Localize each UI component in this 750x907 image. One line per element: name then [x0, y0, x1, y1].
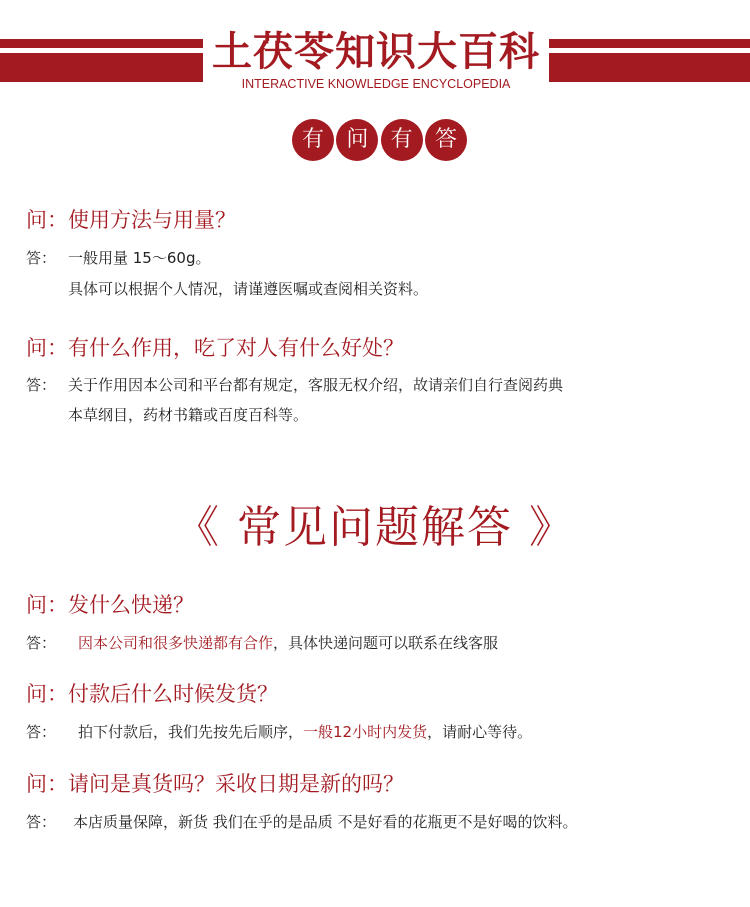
qa-badge [292, 119, 467, 163]
header-bar-left-thin [0, 39, 203, 48]
answer-highlight: 一般12小时内发货 [303, 723, 428, 741]
answer-text: 一般用量 15～60g。 [68, 249, 211, 267]
header-bar-left-thick [0, 53, 203, 82]
answer-text-end: ，请耐心等待。 [427, 723, 533, 741]
question-shipping: 问：发什么快递？ [26, 593, 194, 617]
header-bar-right-thin [549, 39, 750, 48]
answer-authenticity [26, 812, 578, 832]
answer-text: 本店质量保障，新货 我们在乎的是品质 不是好看的花瓶更不是好喝的饮料。 [73, 813, 578, 831]
answer-prefix: 答： [26, 723, 57, 741]
badge-circle: 有 [381, 119, 423, 161]
answer-effects-cont: 本草纲目，药材书籍或百度百科等。 [68, 406, 309, 424]
answer-prefix: 答： [26, 249, 57, 267]
answer-text: 拍下付款后，我们先按先后顺序， [78, 723, 304, 741]
answer-text: 关于作用因本公司和平台都有规定，客服无权介绍，故请亲们自行查阅药典 [68, 376, 564, 394]
question-usage: 问：使用方法与用量？ [26, 208, 236, 232]
answer-prefix: 答： [26, 813, 57, 831]
faq-title: 《 常见问题解答 》 [175, 502, 575, 553]
badge-circle: 有 [292, 119, 334, 161]
badge-circle: 答 [425, 119, 467, 161]
question-dispatch: 问：付款后什么时候发货？ [26, 682, 278, 706]
answer-usage-cont: 具体可以根据个人情况，请谨遵医嘱或查阅相关资料。 [68, 280, 429, 298]
question-effects: 问：有什么作用，吃了对人有什么好处？ [26, 336, 404, 360]
answer-prefix: 答： [26, 376, 57, 394]
answer-dispatch [26, 722, 532, 742]
question-authenticity: 问：请问是真货吗？采收日期是新的吗？ [26, 772, 404, 796]
answer-prefix: 答： [26, 634, 57, 652]
answer-highlight: 因本公司和很多快递都有合作 [78, 634, 274, 652]
answer-effects [26, 375, 563, 395]
page-subtitle: INTERACTIVE KNOWLEDGE ENCYCLOPEDIA [241, 77, 511, 91]
answer-usage [26, 248, 210, 268]
badge-circle: 问 [336, 119, 378, 161]
header-bar-right-thick [549, 53, 750, 82]
page-title: 土茯苓知识大百科 [212, 29, 540, 75]
answer-text: ，具体快递问题可以联系在线客服 [273, 634, 499, 652]
answer-shipping [26, 633, 498, 653]
